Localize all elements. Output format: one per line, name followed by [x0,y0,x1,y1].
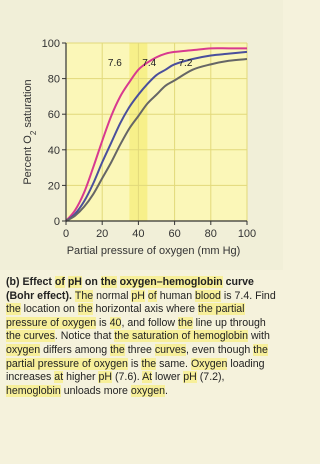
caption-text: , and follow [121,316,178,329]
highlighted-term: pH [131,289,145,302]
caption-text: same. [156,357,191,370]
caption-text: with [248,330,270,343]
highlighted-term: the partial pressure of oxygen [6,303,245,329]
caption-text: normal [93,289,132,302]
caption-text: human [156,289,196,302]
caption-text: location on [20,303,78,316]
highlighted-term: The [74,289,94,302]
highlighted-term: 40 [109,316,122,329]
x-axis-title: Partial pressure of oxygen (mm Hg) [66,245,241,257]
x-tick-label: 0 [62,228,70,240]
curve-label-7-2: 7.2 [178,58,193,70]
highlighted-term: hemoglobin [6,384,61,397]
highlighted-term: oxygen–hemoglobin [119,276,223,288]
caption-text: unloads more [60,384,131,397]
highlighted-term: pH [67,276,82,288]
highlighted-term: oxygen [130,384,166,397]
y-tick-label: 20 [47,180,60,193]
caption-text: line up through [192,316,266,329]
highlighted-term: pH [98,371,113,384]
caption-text: three [124,343,155,356]
curve-labels [108,58,193,69]
caption-text: is [127,357,142,370]
highlighted-term: of [147,289,157,302]
highlighted-term: oxygen [6,343,41,356]
caption-text: lower [152,371,184,384]
caption-text: (7.2), [196,371,225,384]
highlighted-term: of [54,276,65,288]
y-tick-label: 60 [47,109,60,122]
highlighted-term: curves [154,343,187,356]
highlighted-term: the [141,357,157,370]
highlighted-term: pH [183,371,197,384]
x-tick-label: 80 [204,228,217,240]
y-tick-label: 40 [47,144,60,157]
caption-text: differs among [40,343,111,356]
caption-text: horizontal axis where [92,303,199,316]
highlighted-term: the partial pressure of oxygen [6,343,268,370]
highlighted-term: at [54,371,64,384]
highlighted-term: blood [195,289,221,302]
caption-text: is [96,316,110,329]
curve-label-7-6: 7.6 [107,58,122,70]
highlighted-term: the [100,276,117,288]
x-tick-label: 100 [237,228,257,240]
caption-text: (b) Effect [6,276,55,288]
y-axis-title: Percent $O_2$ saturation [22,79,38,185]
caption-text: curve (Bohr effect). [6,276,254,302]
highlighted-term: the [110,343,125,356]
highlighted-term: the [77,303,93,316]
highlighted-term: the curves [6,330,55,343]
highlighted-term: the saturation of hemoglobin [114,330,249,343]
caption-text: (7.6). [112,371,143,384]
highlighted-term: Oxygen [190,357,228,370]
figure-caption [6,276,280,398]
x-tick-label: 40 [132,228,145,240]
caption-text: . [165,384,168,397]
y-tick-label: 0 [53,216,60,228]
y-tick-label: 80 [47,73,60,86]
caption-text: , even though [186,343,254,356]
y-tick-label: 100 [41,38,60,50]
curve-label-7-4: 7.4 [142,58,157,70]
highlighted-term: the [6,303,21,316]
caption-text: on [81,276,101,288]
x-tick-label: 20 [96,228,109,240]
caption-text: loading increases [6,357,265,384]
caption-text: higher [63,371,99,384]
x-tick-label: 60 [168,228,181,240]
caption-text: is 7.4. Find [220,289,276,302]
highlighted-term: the [178,316,193,329]
caption-text: . Notice that [54,330,115,343]
highlighted-term: At [142,371,153,384]
